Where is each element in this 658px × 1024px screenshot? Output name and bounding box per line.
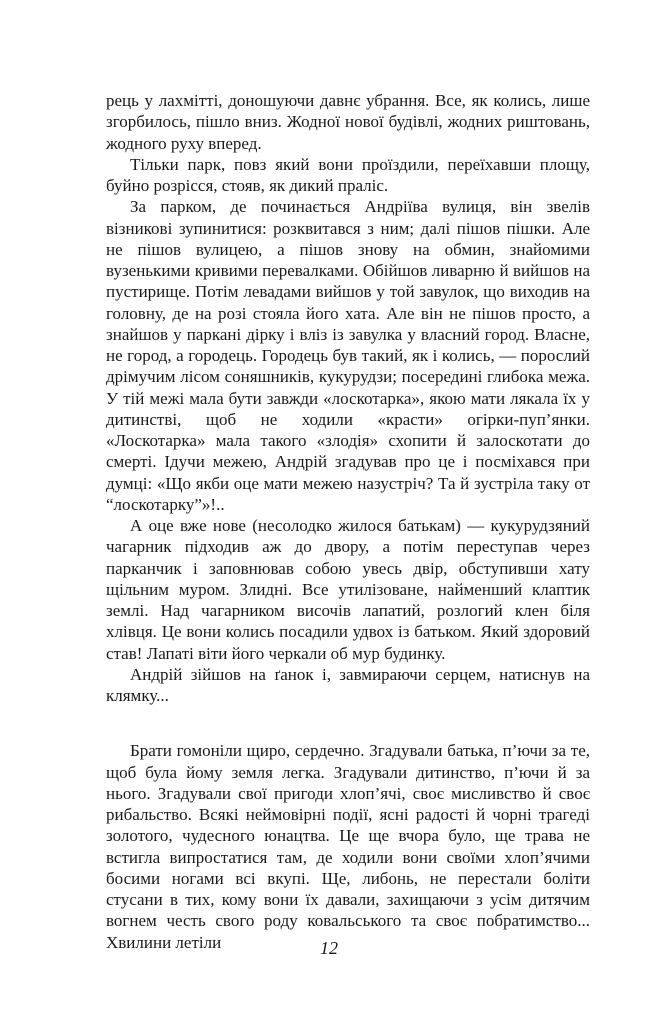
paragraph: Тільки парк, повз який вони проїздили, переїхавши площу, буйно розрісся, стояв, як дикий праліс. (106, 154, 590, 195)
page-text (106, 90, 590, 953)
paragraph: рець у лахмітті, доношуючи давнє убрання. Все, як колись, лише згорбилось, пішло вниз. Жодної нової будівлі, жодних риштовань, жодного руху вперед. (106, 91, 590, 153)
paragraph: Брати гомоніли щиро, сердечно. Згадували батька, п’ючи за те, щоб була йому земля легка. Згадували дитинство, п’ючи й за нього. Згадували свої пригоди хлоп’ячі, своє мисливство й своє рибальство. Всякі неймовірні події, ясні радості й чорні трагеді золотого, чудесного юнацтва. Це ще вчора було, ще трава не встигла випростатися там, де ходили вони своїми хлоп’ячими босими ногами всі вкупі. Ще, либонь, не перестали боліти стусани в тих, кому вони їх давали, захищаючи з усім дитячим вогнем честь свого роду ковальського та своє побратимство... Хвилини летіли (106, 741, 590, 952)
paragraph: За парком, де починається Андріїва вулиця, він звелів візникові зупинитися: розквитався з ним; далі пішов пішки. Але не пішов вулицею, а пішов знову на обмин, знайомими вузенькими кривими перевалками. Обійшов ливарню й вийшов на пустирище. Потім левадами вийшов у той завулок, що виходив на головну, де на розі стояла його хата. Але він не пішов просто, а знайшов у паркані дірку і вліз із завулка у власний город. Власне, не город, а городець. Городець був такий, як і колись, — порослий дрімучим лісом соняшників, кукурудзи; посередині глибока межа. У тій межі мала бути завжди «лоскотарка», якою мати лякала їх у дитинстві, щоб не ходили «красти» огірки-пуп’янки. «Лоскотарка» мала такого «злодія» схопити й залоскотати до смерті. Ідучи межею, Андрій згадував про це і посміхався при думці: «Що якби оце мати межею назустріч? Та й зустріла таку от “лоскотарку”»!.. (106, 197, 590, 514)
section-2 (106, 740, 590, 953)
section-break (106, 706, 590, 740)
paragraph: Андрій зійшов на ґанок і, завмираючи серцем, натиснув на клямку... (106, 664, 590, 705)
page-number: 12 (320, 938, 338, 958)
paragraph: А оце вже нове (несолодко жилося батькам) — кукурудзяний чагарник підходив аж до двору, а потім переступав через парканчик і заповнював собою увесь двір, обступивши хату щільним муром. Злидні. Все утилізоване, найменший клаптик землі. Над чагарником височів лапатий, розлогий клен біля хлівця. Це вони колись посадили удвох із батьком. Який здоровий став! Лапаті віти його черкали об мур будинку. (106, 516, 590, 663)
section-1 (106, 90, 590, 706)
